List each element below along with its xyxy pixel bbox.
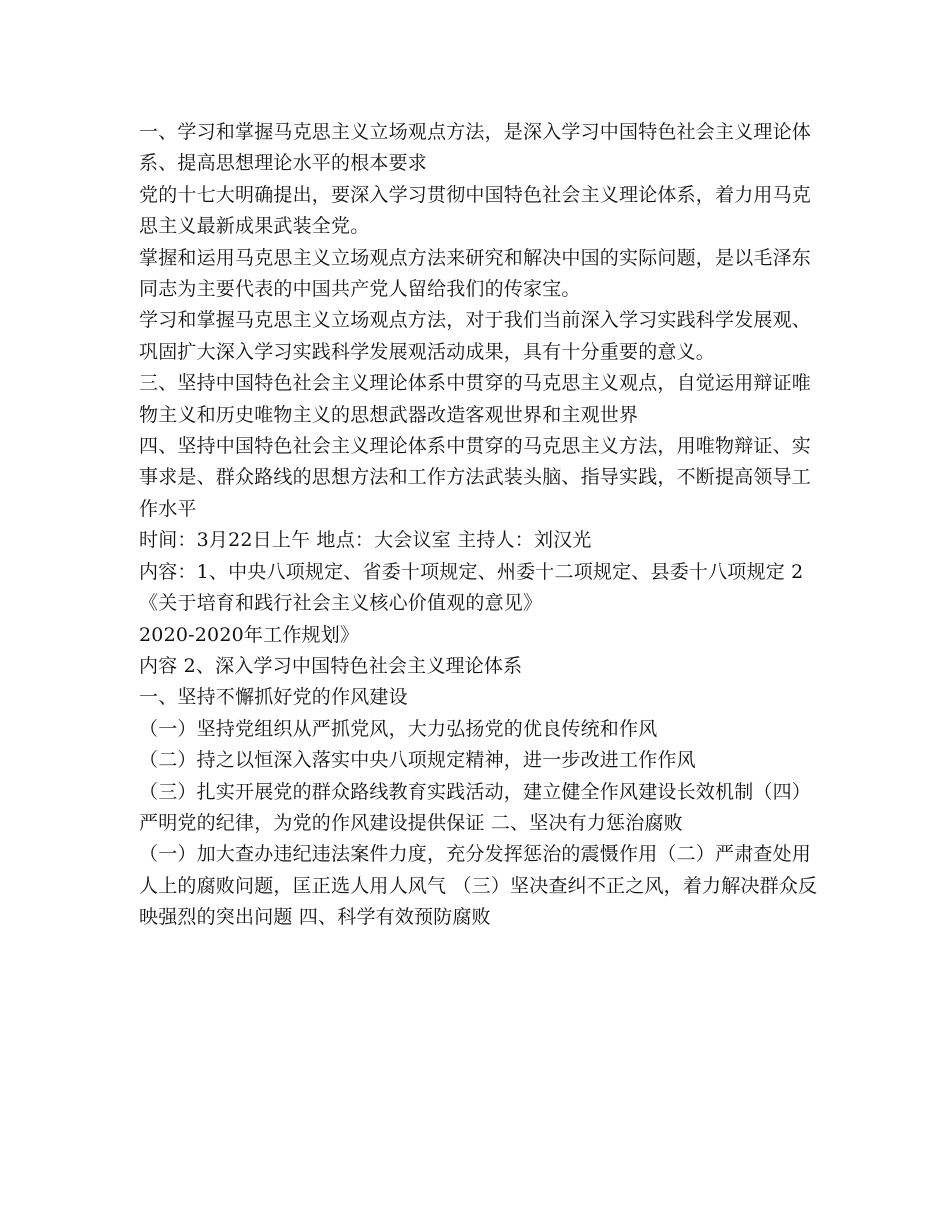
document-body — [139, 117, 829, 934]
content-2-heading: 内容 2、深入学习中国特色社会主义理论体系 — [139, 654, 523, 677]
work-plan-line: 2020-2020年工作规划》 — [139, 623, 360, 646]
list-item: （三）扎实开展党的群众路线教育实践活动，建立健全作风建设长效机制（四）严明党的纪律，为党的作风建设提供保证 二、坚决有力惩治腐败 — [139, 780, 812, 834]
paragraph-heading-3: 三、坚持中国特色社会主义理论体系中贯穿的马克思主义观点，自觉运用辩证唯物主义和历史唯物主义的思想武器改造客观世界和主观世界 — [139, 372, 812, 426]
paragraph-heading-1: 一、学习和掌握马克思主义立场观点方法，是深入学习中国特色社会主义理论体系、提高思想理论水平的根本要求 — [139, 121, 812, 175]
paragraph-text: 掌握和运用马克思主义立场观点方法来研究和解决中国的实际问题，是以毛泽东同志为主要代表的中国共产党人留给我们的传家宝。 — [139, 246, 812, 301]
list-item: （二）持之以恒深入落实中央八项规定精神，进一步改进工作作风 — [139, 749, 696, 772]
meeting-content: 内容：1、中央八项规定、省委十项规定、州委十二项规定、县委十八项规定 2《关于培育和践行社会主义核心价值观的意见》 — [139, 560, 804, 615]
paragraph-text: 党的十七大明确提出，要深入学习贯彻中国特色社会主义理论体系，着力用马克思主义最新成果武装全党。 — [139, 183, 812, 238]
list-item: （一）加大查办违纪违法案件力度，充分发挥惩治的震慑作用（二）严肃查处用人上的腐败问题，匡正选人用人风气 （三）坚决查纠不正之风，着力解决群众反映强烈的突出问题 四、科学有效预防腐败 — [139, 843, 818, 929]
paragraph-heading-4: 四、坚持中国特色社会主义理论体系中贯穿的马克思主义方法，用唯物辩证、实事求是、群众路线的思想方法和工作方法武装头脑、指导实践，不断提高领导工作水平 — [139, 435, 812, 520]
section-heading: 一、坚持不懈抓好党的作风建设 — [139, 686, 408, 709]
list-item: （一）坚持党组织从严抓党风，大力弘扬党的优良传统和作风 — [139, 717, 658, 740]
paragraph-text: 学习和掌握马克思主义立场观点方法，对于我们当前深入学习实践科学发展观、巩固扩大深入学习实践科学发展观活动成果，具有十分重要的意义。 — [139, 309, 812, 363]
meeting-info: 时间：3月22日上午 地点：大会议室 主持人：刘汉光 — [139, 529, 592, 552]
